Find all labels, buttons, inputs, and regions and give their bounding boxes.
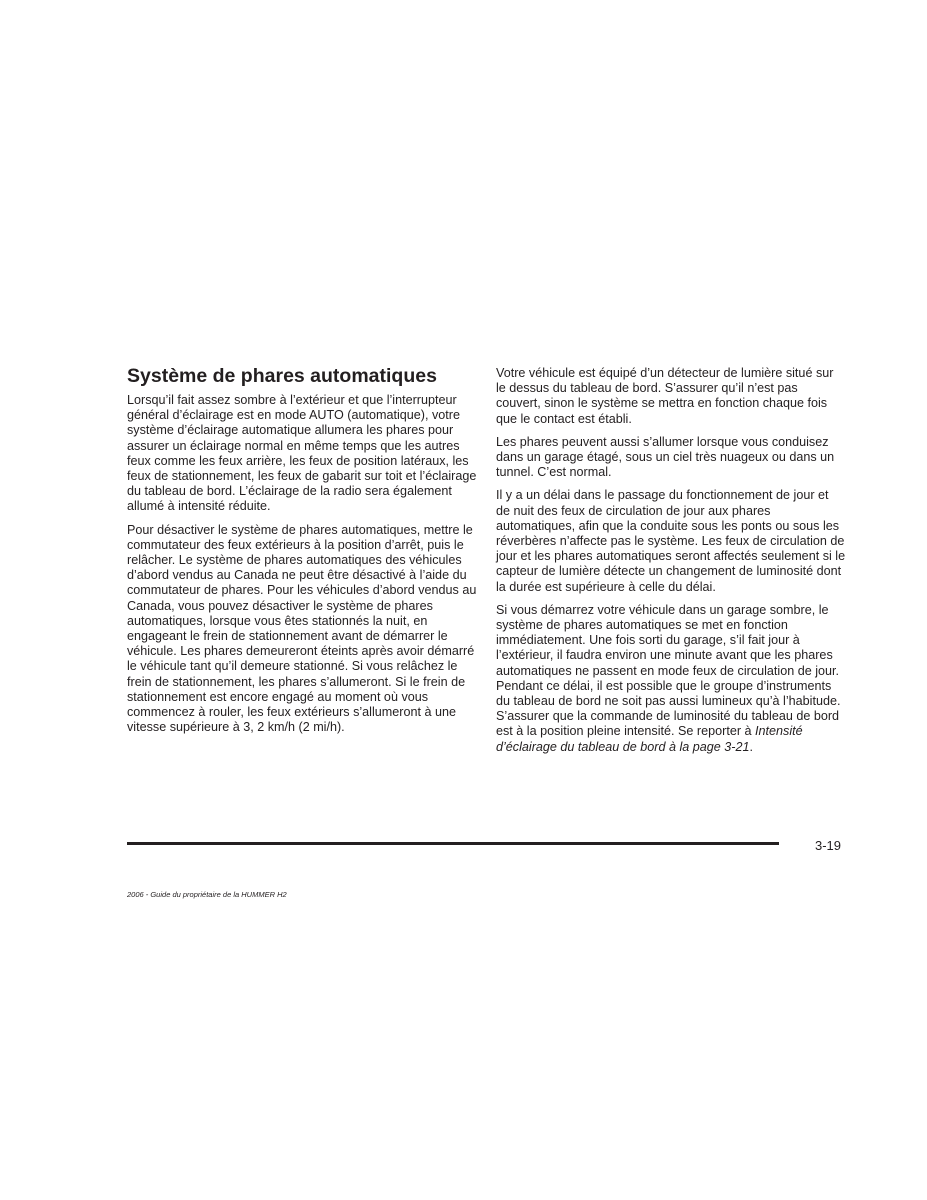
footer-text: 2006 - Guide du propriétaire de la HUMMER H2 bbox=[127, 890, 287, 899]
page-number: 3-19 bbox=[815, 838, 842, 853]
paragraph bbox=[496, 603, 846, 755]
paragraph-text: Si vous démarrez votre véhicule dans un garage sombre, le système de phares automatiques se met en fonction immédiatement. Une fois sorti du garage, s’il fait jour à l’extérieur, il faudra environ une minute avant que les phares automatiques ne passent en mode feux de circulation de jour. Pendant ce délai, il est possible que le groupe d’instruments du tableau de bord ne soit pas aussi lumineux qu’à l’habitude. S’assurer que la commande de luminosité du tableau de bord est à la position pleine intensité. Se reporter à bbox=[496, 602, 841, 739]
paragraph: Il y a un délai dans le passage du fonctionnement de jour et de nuit des feux de circulation de jour aux phares automatiques, afin que la conduite sous les ponts ou sous les réverbères n’affecte pas le système. Les feux de circulation de jour et les phares automatiques seront affectés seulement si le capteur de lumière détecte un changement de luminosité dont la durée est supérieure à celle du délai. bbox=[496, 488, 846, 594]
section-title: Système de phares automatiques bbox=[127, 365, 437, 387]
footer-rule bbox=[127, 842, 779, 845]
paragraph: Lorsqu’il fait assez sombre à l’extérieur et que l’interrupteur général d’éclairage est en mode AUTO (automatique), votre système d’éclairage automatique allumera les phares pour assurer un éclairage normal en même temps que les autres feux comme les feux arrière, les feux de position latéraux, les feux de stationnement, les feux de gabarit sur toit et l’éclairage du tableau de bord. L’éclairage de la radio sera également allumé à intensité réduite. bbox=[127, 393, 477, 514]
cross-reference-link[interactable]: Intensité d’éclairage du tableau de bord à la page 3-21 bbox=[496, 724, 803, 754]
paragraph: Votre véhicule est équipé d’un détecteur de lumière situé sur le dessus du tableau de bord. S’assurer qu’il n’est pas couvert, sinon le système se mettra en fonction chaque fois que le contact est établi. bbox=[496, 366, 834, 426]
paragraph: Les phares peuvent aussi s’allumer lorsque vous conduisez dans un garage étagé, sous un ciel très nuageux ou dans un tunnel. C’est normal. bbox=[496, 434, 835, 480]
paragraph: Pour désactiver le système de phares automatiques, mettre le commutateur des feux extérieurs à la position d’arrêt, puis le relâcher. Le système de phares automatiques des véhicules d’abord vendus au Canada ne peut être désactivé à l’aide du commutateur de phares. Pour les véhicules d’abord vendus au Canada, vous pouvez désactiver le système de phares automatiques, lorsque vous êtes stationnés la nuit, en engageant le frein de stationnement avant de démarrer le véhicule. Les phares demeureront éteints après avoir démarré le véhicule tant qu’il demeure stationné. Si vous relâchez le frein de stationnement, les phares s’allumeront. Si le frein de stationnement est encore engagé au moment où vous commencez à rouler, les feux extérieurs s’allumeront à une vitesse supérieure à 3, 2 km/h (2 mi/h). bbox=[127, 522, 477, 735]
right-column bbox=[496, 366, 846, 763]
paragraph-end: . bbox=[749, 739, 753, 754]
left-column bbox=[127, 364, 477, 743]
